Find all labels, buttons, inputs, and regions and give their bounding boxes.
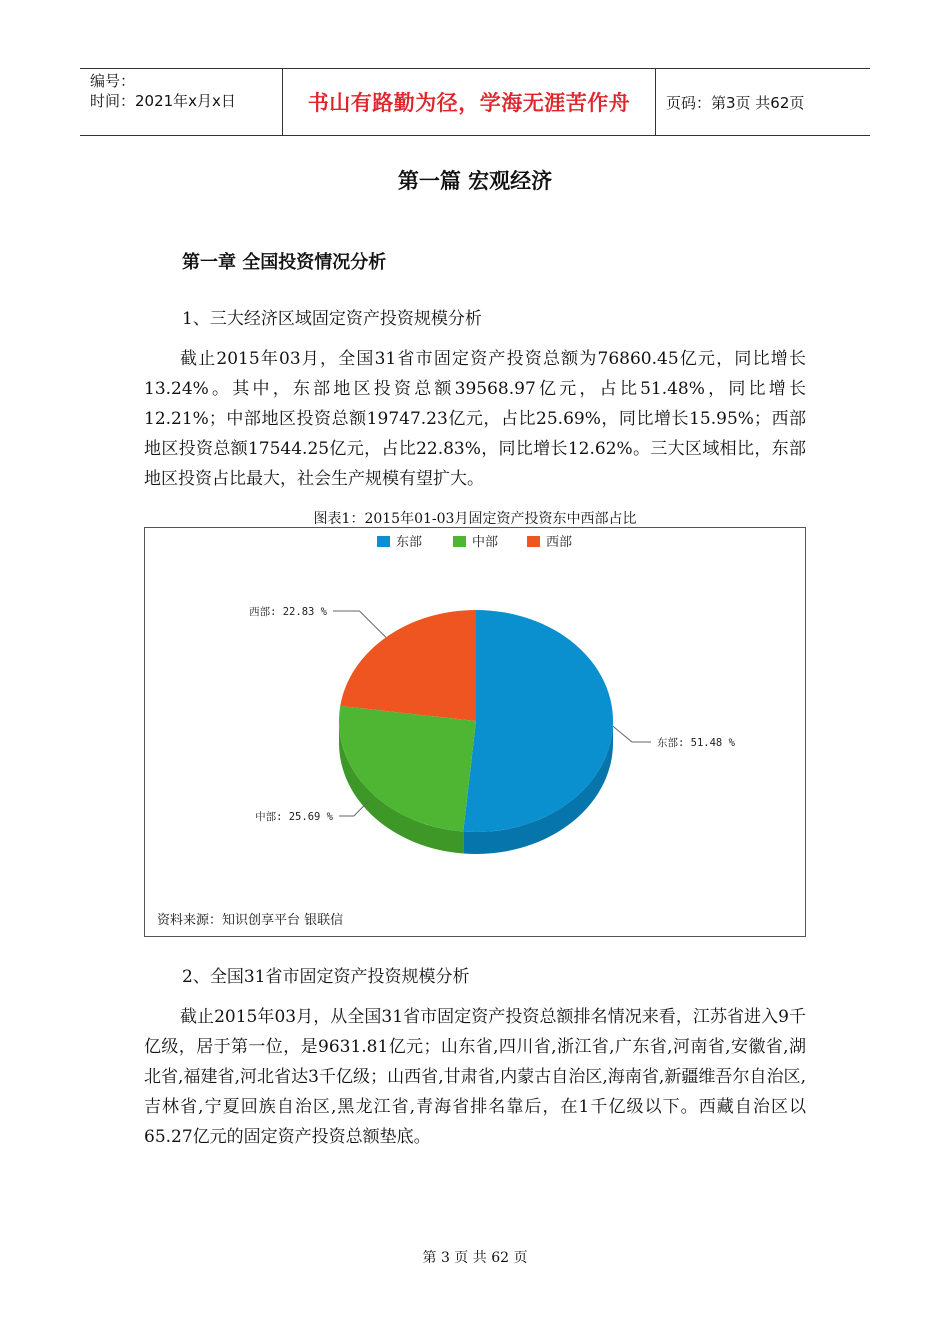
part-title: 第一篇 宏观经济 [397,169,553,193]
pie-leader-0 [613,726,651,742]
legend-swatch-2 [527,536,540,547]
header-number-label: 编号： [90,72,136,90]
legend-swatch-1 [453,536,466,547]
section1-paragraph: 截止2015年03月，全国31省市固定资产投资总额为76860.45亿元，同比增长13.24%。其中，东部地区投资总额39568.97亿元，占比51.48%，同比增长12.21%；中部地区投资总额19747.23亿元，占比25.69%，同比增长15.95%；西部地区投资总额17544.25亿元，占比22.83%，同比增长12.62%。三大区域相比，东部地区投资占比最大，社会生产规模有望扩大。 [144,349,806,489]
legend-label-0: 东部 [396,535,423,550]
chart-source: 资料来源：知识创享平台 银联信 [157,913,344,928]
section1-title: 1、三大经济区域固定资产投资规模分析 [182,309,482,329]
section2-title: 2、全国31省市固定资产投资规模分析 [182,967,470,987]
header-table [80,68,870,136]
legend-label-1: 中部 [472,535,499,550]
chapter-title: 第一章 全国投资情况分析 [182,252,387,273]
pie-chart [145,528,805,936]
header-page-code: 页码：第3页 共62页 [666,93,805,112]
pie-label-1: 中部: 25.69 % [255,811,333,823]
pie-slice-1 [339,706,476,832]
section2-paragraph: 截止2015年03月，从全国31省市固定资产投资总额排名情况来看，江苏省进入9千亿级，居于第一位，是9631.81亿元；山东省,四川省,浙江省,广东省,河南省,安徽省,湖北省,福建省,河北省达3千亿级；山西省,甘肃省,内蒙古自治区,海南省,新疆维吾尔自治区,吉林省,宁夏回族自治区,黑龙江省,青海省排名靠后，在1千亿级以下。西藏自治区以65.27亿元的固定资产投资总额垫底。 [144,1007,806,1147]
header-motto: 书山有路勤为径，学海无涯苦作舟 [282,69,656,135]
legend-swatch-0 [377,536,390,547]
header-meta [80,69,282,135]
page-footer: 第 3 页 共 62 页 [422,1250,528,1266]
pie-slice-2 [340,610,476,721]
chart-box [144,527,806,937]
pie-leader-2 [333,611,386,637]
header-time-label: 时间：2021年x月x日 [90,92,236,110]
figure-caption: 图表1：2015年01-03月固定资产投资东中西部占比 [313,511,637,527]
legend-label-2: 西部 [546,535,573,550]
pie-label-0: 东部: 51.48 % [657,737,735,749]
pie-label-2: 西部: 22.83 % [249,606,327,618]
